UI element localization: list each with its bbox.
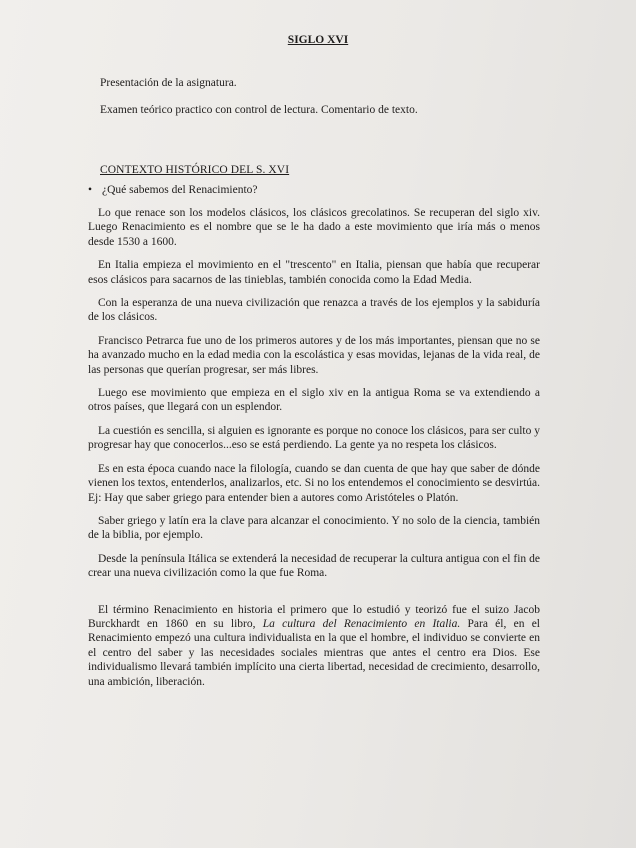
paragraph: Con la esperanza de una nueva civilización que renazca a través de los ejemplos y la sabiduría de los clásicos. — [88, 297, 540, 324]
paragraph: Es en esta época cuando nace la filología, cuando se dan cuenta de que hay que saber de dónde vienen los textos, entenderlos, analizarlos, etc. Si no los entendemos el conocimiento se desvirtúa. Ej: Hay que saber griego para entender bien a autores como Aristóteles o Platón. — [88, 462, 540, 504]
paragraph-text: Para él, en el Renacimiento empezó una cultura individualista en la que el hombre, el individuo se convierte en el centro del saber y las necesidades sociales mientras que antes el centro era Dios. Ese individualismo llevará también implícito una cierta libertad, necesidad de crecimiento, desarrollo, una ambición, liberación. — [88, 617, 540, 688]
bullet-dot-icon: • — [88, 184, 93, 196]
section-heading: CONTEXTO HISTÓRICO DEL S. XVI — [100, 164, 290, 176]
book-title: La cultura del Renacimiento en Italia. — [262, 617, 461, 630]
paragraph: Saber griego y latín era la clave para alcanzar el conocimiento. Y no solo de la ciencia, también de la biblia, por ejemplo. — [88, 514, 540, 542]
paragraph: La cuestión es sencilla, si alguien es ignorante es porque no conoce los clásicos, para ser culto y progresar hay que conocerlos...eso se está perdiendo. La gente ya no respeta los clásicos. — [88, 424, 540, 452]
page-title: SIGLO XVI — [287, 34, 349, 46]
document-body — [88, 206, 540, 698]
paragraph-text: El término Renacimiento en historia el primero que lo estudió y teorizó fue el suizo Jacob Burckhardt en 1860 en su libro, — [88, 603, 540, 630]
intro-line-2: Examen teórico practico con control de lectura. Comentario de texto. — [100, 104, 418, 116]
bullet-item — [88, 184, 258, 196]
bullet-text: ¿Qué sabemos del Renacimiento? — [102, 184, 258, 196]
paragraph: En Italia empieza el movimiento en el "trescento" en Italia, piensan que había que recuperar esos clásicos para sacarnos de las tinieblas, también conocida como la Edad Media. — [88, 259, 540, 286]
intro-line-1: Presentación de la asignatura. — [100, 77, 237, 89]
paragraph-last — [88, 603, 540, 689]
paragraph: Desde la península Itálica se extenderá la necesidad de recuperar la cultura antigua con el fin de crear una nueva civilización como la que fue Roma. — [88, 552, 540, 580]
paragraph: Luego ese movimiento que empieza en el siglo xiv en la antigua Roma se va extendiendo a otros países, que llegará con un esplendor. — [88, 387, 540, 414]
paragraph: Lo que renace son los modelos clásicos, los clásicos grecolatinos. Se recuperan del siglo xiv. Luego Renacimiento es el nombre que se le ha dado a este movimiento que iría más o menos desde 1530 a 1600. — [88, 207, 540, 248]
paragraph: Francisco Petrarca fue uno de los primeros autores y de los más importantes, piensan que no se ha avanzado mucho en la edad media con la escolástica y esas movidas, lejanas de la vida real, de las personas que querían progresar, ser más libres. — [88, 334, 540, 376]
